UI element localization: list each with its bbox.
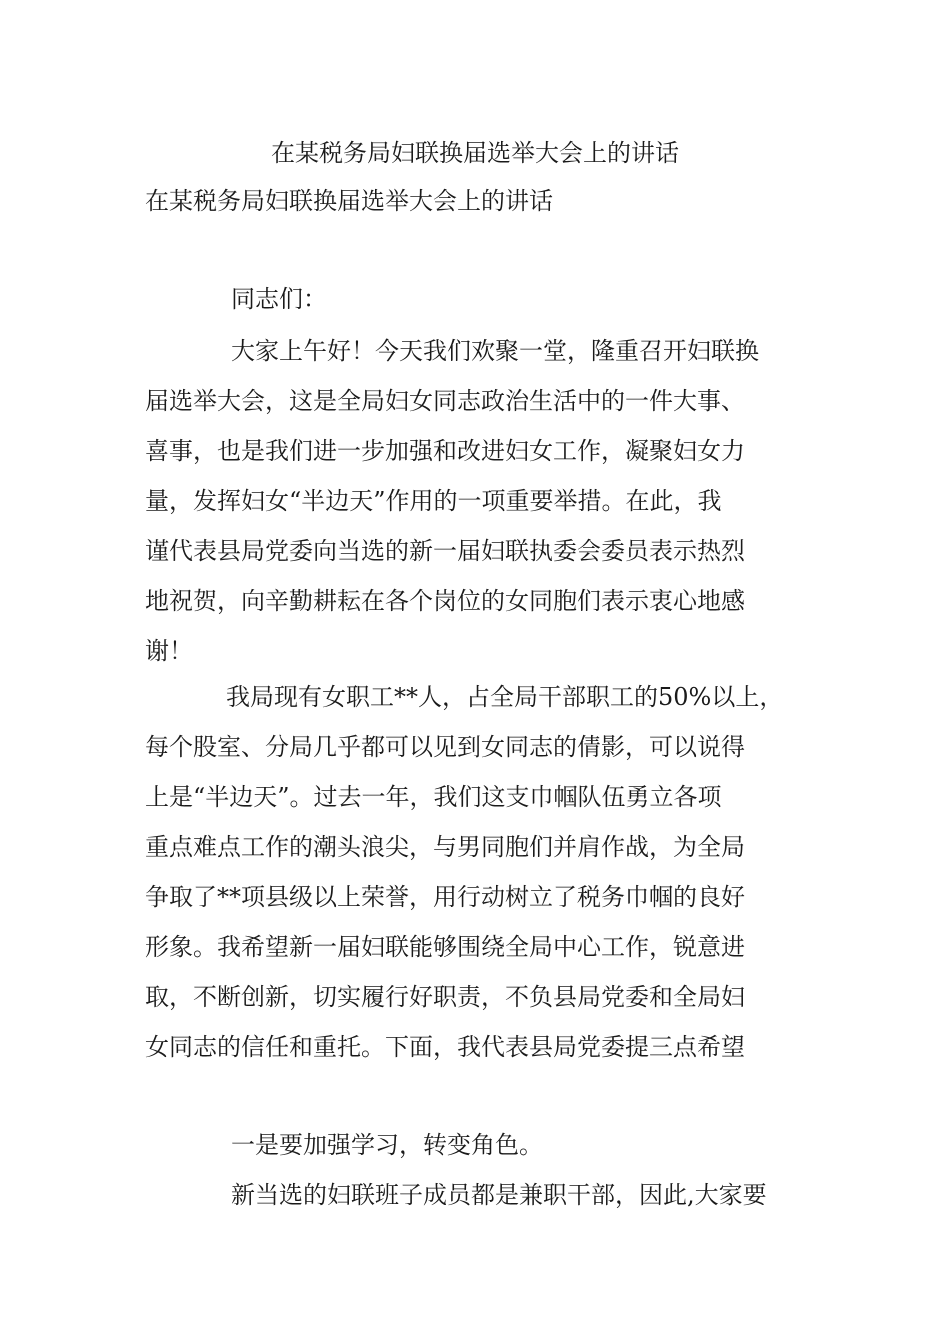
- paragraph-line: 届选举大会，这是全局妇女同志政治生活中的一件大事、: [145, 387, 745, 415]
- paragraph-overview: [145, 672, 817, 1072]
- paragraph-line: 喜事，也是我们进一步加强和改进妇女工作，凝聚妇女力: [145, 437, 745, 465]
- paragraph-line: 争取了**项县级以上荣誉，用行动树立了税务巾帼的良好: [145, 883, 745, 911]
- point-one-heading: 一是要加强学习，转变角色。: [231, 1131, 543, 1159]
- salutation: 同志们：: [231, 285, 327, 313]
- paragraph-line: 大家上午好！今天我们欢聚一堂，隆重召开妇联换: [231, 337, 759, 365]
- document-title: 在某税务局妇联换届选举大会上的讲话: [271, 139, 679, 167]
- paragraph-line: 谨代表县局党委向当选的新一届妇联执委会委员表示热烈: [145, 537, 745, 565]
- paragraph-line: 每个股室、分局几乎都可以见到女同志的倩影，可以说得: [145, 733, 745, 761]
- paragraph-line: 谢！: [145, 637, 193, 665]
- paragraph-line: 我局现有女职工**人，占全局干部职工的50%以上，: [226, 683, 784, 711]
- paragraph-line: 女同志的信任和重托。下面，我代表县局党委提三点希望: [145, 1033, 745, 1061]
- paragraph-greeting: [145, 326, 817, 676]
- document-subtitle: 在某税务局妇联换届选举大会上的讲话: [145, 187, 553, 215]
- paragraph-line: 上是“半边天”。过去一年，我们这支巾帼队伍勇立各项: [145, 783, 722, 811]
- paragraph-line: 地祝贺，向辛勤耕耘在各个岗位的女同胞们表示衷心地感: [145, 587, 745, 615]
- paragraph-line: 重点难点工作的潮头浪尖，与男同胞们并肩作战，为全局: [145, 833, 745, 861]
- paragraph-point-one: [145, 1170, 817, 1220]
- point-one-heading-block: [145, 1120, 817, 1170]
- paragraph-line: 量，发挥妇女“半边天”作用的一项重要举措。在此，我: [145, 487, 722, 515]
- paragraph-line: 形象。我希望新一届妇联能够围绕全局中心工作，锐意进: [145, 933, 745, 961]
- salutation-block: [145, 274, 817, 324]
- paragraph-line: 取，不断创新，切实履行好职责，不负县局党委和全局妇: [145, 983, 745, 1011]
- paragraph-line: 新当选的妇联班子成员都是兼职干部，因此,大家要: [231, 1181, 767, 1209]
